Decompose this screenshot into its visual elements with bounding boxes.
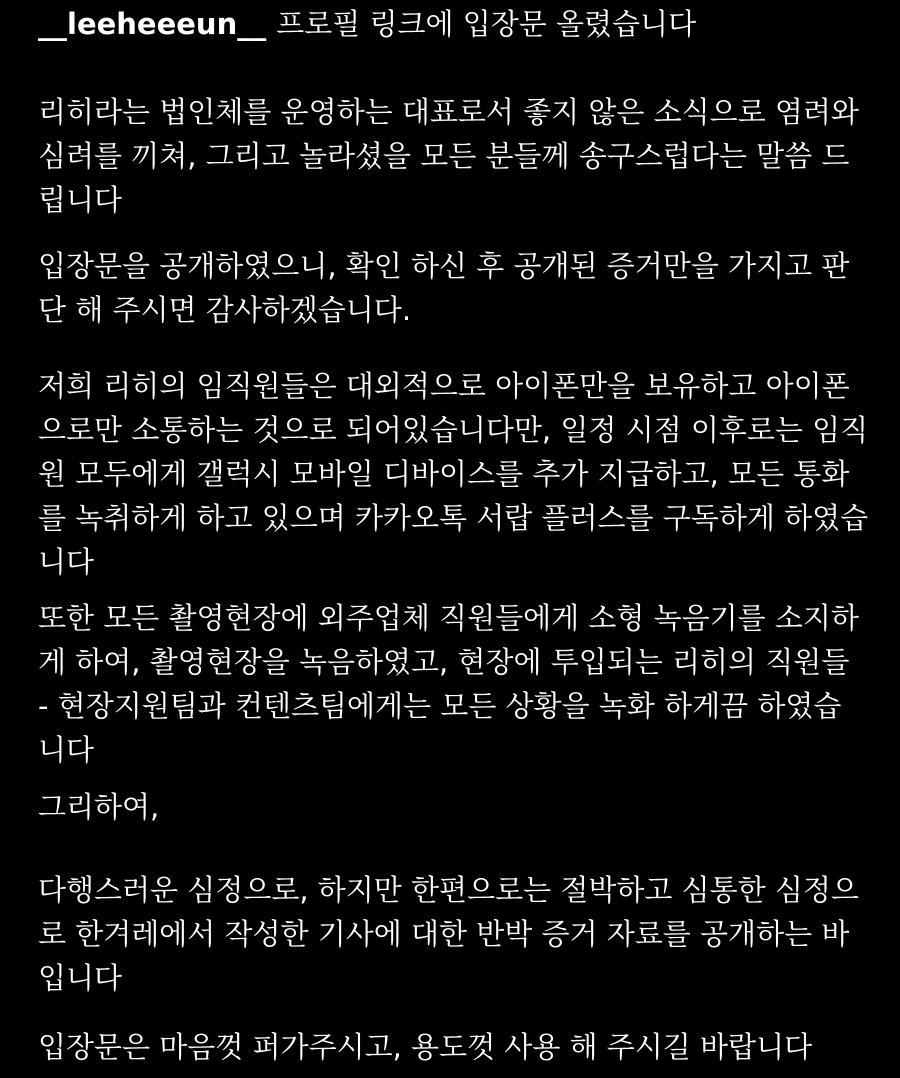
text-line: 단 해 주시면 감사하겠습니다. (38, 293, 412, 327)
text-line: 니다 (38, 545, 95, 579)
paragraph-1 (38, 90, 868, 222)
text-line: 입장문은 마음껏 퍼가주시고, 용도껏 사용 해 주시길 바랍니다 (38, 1030, 813, 1064)
paragraph-4 (38, 596, 868, 772)
text-line: 니다 (38, 733, 95, 767)
paragraph-7 (38, 1025, 868, 1069)
text-line: 저희 리히의 임직원들은 대외적으로 아이폰만을 보유하고 아이폰 (38, 369, 850, 403)
text-line: 다행스러운 심정으로, 하지만 한편으로는 절박하고 심통한 심정으 (38, 873, 859, 907)
text-line: 입니다 (38, 961, 123, 995)
post-header-text: 프로필 링크에 입장문 올렸습니다 (276, 7, 697, 41)
paragraph-2 (38, 244, 868, 332)
paragraph-5 (38, 785, 868, 829)
text-line: 원 모두에게 갤럭시 모바일 디바이스를 추가 지급하고, 모든 통화 (38, 457, 850, 491)
text-line: 또한 모든 촬영현장에 외주업체 직원들에게 소형 녹음기를 소지하 (38, 601, 859, 635)
text-line: 로 한겨레에서 작성한 기사에 대한 반박 증거 자료를 공개하는 바 (38, 917, 850, 951)
text-line: 입장문을 공개하였으니, 확인 하신 후 공개된 증거만을 가지고 판 (38, 249, 850, 283)
text-line: 으로만 소통하는 것으로 되어있습니다만, 일정 시점 이후로는 임직 (38, 413, 869, 447)
username[interactable]: __leeheeeun__ (38, 7, 267, 41)
paragraph-6 (38, 868, 868, 1000)
post-header (38, 2, 696, 46)
text-line: - 현장지원팀과 컨텐츠팀에게는 모든 상황을 녹화 하게끔 하였습 (38, 689, 842, 723)
text-line: 립니다 (38, 183, 123, 217)
paragraph-3 (38, 364, 868, 584)
text-line: 를 녹취하게 하고 있으며 카카오톡 서랍 플러스를 구독하게 하였습 (38, 501, 869, 535)
text-line: 심려를 끼쳐, 그리고 놀라셨을 모든 분들께 송구스럽다는 말씀 드 (38, 139, 850, 173)
text-line: 게 하여, 촬영현장을 녹음하였고, 현장에 투입되는 리히의 직원들 (38, 645, 850, 679)
text-line: 그리하여, (38, 790, 160, 824)
text-line: 리히라는 법인체를 운영하는 대표로서 좋지 않은 소식으로 염려와 (38, 95, 859, 129)
